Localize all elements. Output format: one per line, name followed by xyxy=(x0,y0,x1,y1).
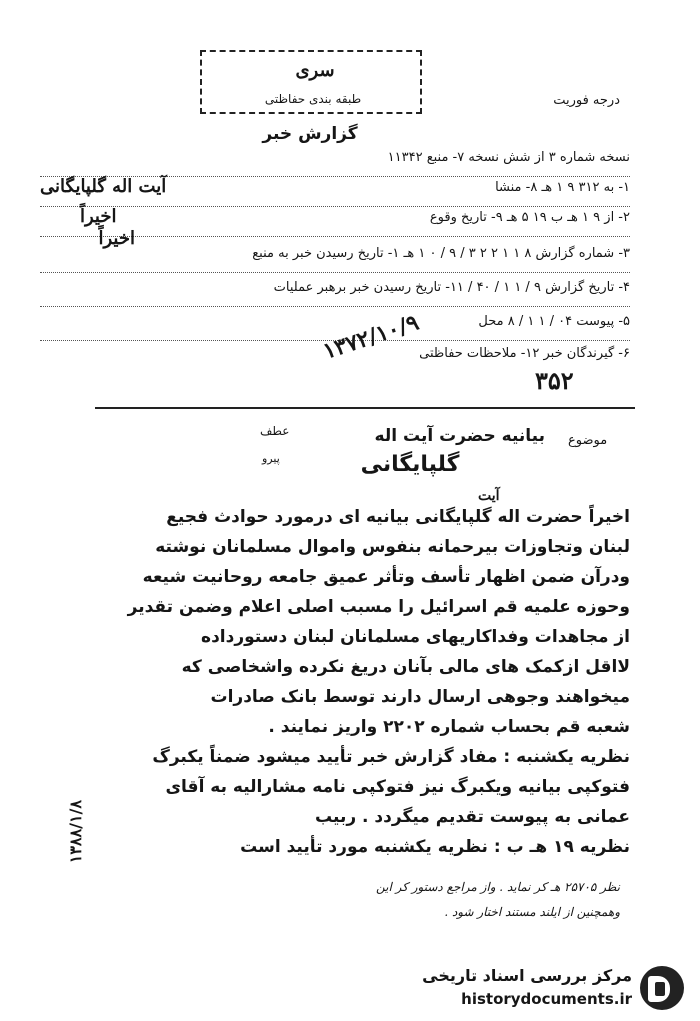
logo-name: مرکز بررسی اسناد تاریخی xyxy=(422,966,632,985)
margin-note: ۱۳۸۸/۱/۸ xyxy=(66,800,85,864)
note-atf: عطف xyxy=(260,424,290,438)
report-received-handwritten: اخیراً xyxy=(98,228,135,249)
inserted-word: آیت xyxy=(478,488,500,504)
field-report-number xyxy=(40,228,630,273)
body-line: فتوکپی بیانیه ویکبرگ نیز فتوکپی نامه مشارالیه به آقای xyxy=(165,777,630,797)
body-line: وحوزه علمیه قم اسرائیل را مسبب اصلی اعلام وضمن تقدیر xyxy=(127,597,630,617)
body-line: نظریه یکشنبه : مفاد گزارش خبر تأیید میشود ضمناً یکبرگ xyxy=(152,747,630,767)
body-line: لااقل ازکمک های مالی بآنان دریغ نکرده واشخاصی که xyxy=(181,657,630,677)
subject-line-2: گلپایگانی xyxy=(360,452,460,477)
priority-label: درجه فوریت xyxy=(553,93,620,108)
field-report-number-label: ۳- شماره گزارش ۸ ۱ ۱ ۲ ۲ ۳ / ۹ / ۰ ۱ هـ ۱- تاریخ رسیدن خبر به منبع xyxy=(252,246,630,261)
document-title: گزارش خبر xyxy=(262,124,358,144)
document-icon xyxy=(640,966,684,1010)
note-piro: پیرو xyxy=(262,452,280,465)
field-to xyxy=(40,176,630,207)
body-line: میخواهند وجوهی ارسال دارند توسط بانک صادرات xyxy=(210,687,630,707)
source-person: آیت اله گلپایگانی xyxy=(40,176,167,197)
field-receivers: ۶- گیرندگان خبر ۱۲- ملاحظات حفاظتی xyxy=(419,346,630,361)
subject-line-1: بیانیه حضرت آیت اله xyxy=(374,426,545,446)
body-line: عمانی به پیوست تقدیم میگردد . ربیب xyxy=(315,807,630,827)
field-from-label: ۲- از ۹ ۱ هـ ب ۱۹ ۵ هـ ۹- تاریخ وقوع xyxy=(429,210,630,225)
body-line: نظریه ۱۹ هـ ب : نظریه یکشنبه مورد تأیید است xyxy=(240,837,630,857)
stamp-date: ۱۳۷۲/۱۰/۹ xyxy=(320,309,422,365)
field-attachments: ۵- پیوست ۰۴ / ۱ ۱ / ۸ محل xyxy=(40,314,630,341)
classification-level: سری xyxy=(295,60,335,81)
body-line: از مجاهدات وفداکاریهای مسلمانان لبنان دستورداده xyxy=(201,627,630,647)
classification-label: طبقه بندی حفاظتی xyxy=(264,92,362,106)
logo-url: historydocuments.ir xyxy=(461,990,632,1008)
body-line: لبنان وتجاوزات بیرحمانه بنفوس واموال مسلمانان نوشته xyxy=(155,537,630,557)
stamp-code: ۳۵۲ xyxy=(535,366,574,395)
field-copy-number: نسخه شماره ۳ از شش نسخه ۷- منبع ۱۱۳۴۲ xyxy=(40,150,630,177)
field-to-label: ۱- به ۳۱۲ ۹ ۱ هـ ۸- منشا xyxy=(495,180,630,195)
body-line: اخیراً حضرت اله گلپایگانی بیانیه ای درمورد حوادث فجیع xyxy=(166,507,630,527)
separator-line xyxy=(95,407,635,409)
body-line: ودرآن ضمن اظهار تأسف وتأثر عمیق جامعه روحانیت شیعه xyxy=(142,567,630,587)
subject-label: موضوع xyxy=(568,433,608,448)
handwritten-note-1: نظر ۲۵۷۰۵ هـ کر نماید . واز مراجع دستور کر این xyxy=(375,880,620,894)
occurrence-date: اخیراً xyxy=(80,206,117,227)
field-report-date: ۴- تاریخ گزارش ۹ / ۱ ۱ / ۴۰ / ۱۱- تاریخ رسیدن خبر برهبر عملیات xyxy=(40,280,630,307)
body-text xyxy=(30,502,630,862)
body-line: شعبه قم بحساب شماره ۲۲۰۲ واریز نمایند . xyxy=(268,717,630,737)
handwritten-note-2: وهمچنین از ایلند مستند اختار شود . xyxy=(444,905,620,919)
archive-logo xyxy=(420,960,690,1018)
